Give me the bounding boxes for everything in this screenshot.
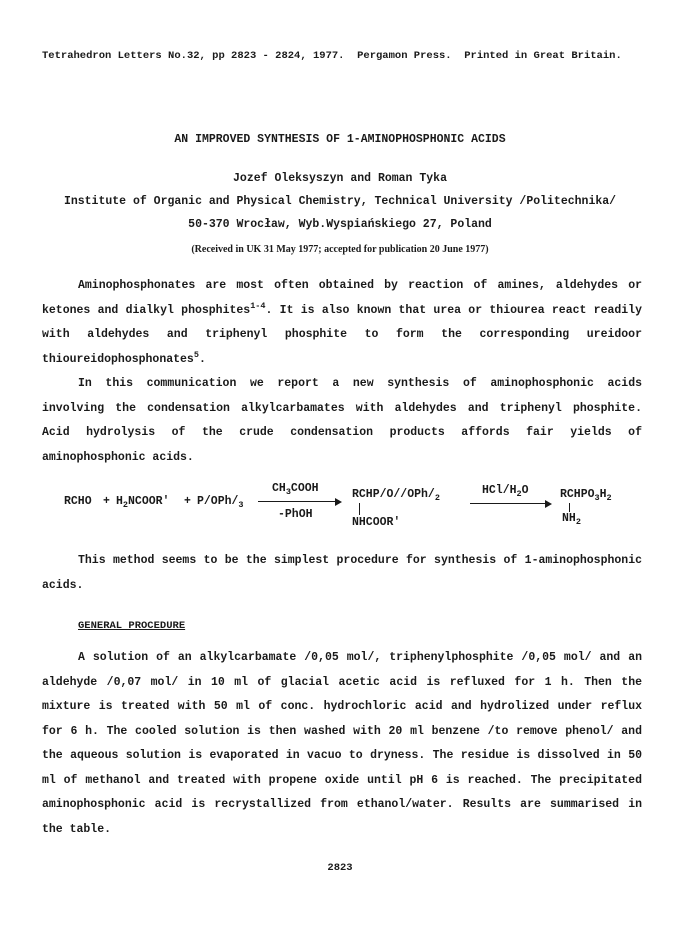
intro-text-b: . It is also known that urea or thiourea react readily with aldehydes and triphenyl phosphite to form the corresponding ureidoor thioureidophosphonates bbox=[42, 303, 642, 366]
citation-issue: 32 bbox=[186, 50, 200, 62]
product: $RCHPO_3H_2$ bbox=[560, 488, 612, 503]
reaction-arrow-2 bbox=[470, 503, 550, 504]
publisher: Pergamon Press. bbox=[357, 50, 452, 62]
method-note bbox=[42, 549, 642, 598]
received-dates: (Received in UK 31 May 1977; accepted for publication 20 June 1977) bbox=[191, 244, 489, 255]
reactant-aldehyde: RCHO bbox=[64, 495, 92, 508]
reference-1-4: 1-4 bbox=[250, 300, 266, 311]
arrow-1-byproduct: -PhOH bbox=[278, 508, 313, 521]
reactant-phosphite: $P/OPh/_3$ bbox=[197, 495, 244, 510]
page-number: 2823 bbox=[327, 862, 353, 874]
method-note-text: This method seems to be the simplest procedure for synthesis of 1-aminophosphonic acids. bbox=[42, 554, 642, 592]
plus-sign-1: + bbox=[103, 495, 110, 508]
plus-sign-2: + bbox=[184, 495, 191, 508]
affiliation-line-1: Institute of Organic and Physical Chemistry, Technical University /Politechnika/ bbox=[63, 195, 617, 208]
procedure-heading: GENERAL PROCEDURE bbox=[78, 620, 186, 632]
reaction-arrow-1 bbox=[258, 501, 340, 502]
product-substituent: $NH_2$ bbox=[562, 512, 581, 527]
affiliation-line-2: 50-370 Wrocław, Wyb.Wyspiańskiego 27, Poland bbox=[188, 218, 492, 231]
intermediate-substituent: NHCOOR' bbox=[352, 516, 401, 529]
intermediate: RCHP/$O//OPh/_2$ bbox=[352, 488, 440, 503]
arrow-1-reagent: $CH_3COOH$ bbox=[272, 482, 319, 497]
arrow-2-reagent: HCl/$H_2O$ bbox=[482, 484, 529, 499]
citation-prefix: Tetrahedron Letters No. bbox=[42, 50, 187, 62]
citation-pages: , pp 2823 - 2824, 1977. bbox=[199, 50, 345, 62]
intro-text-2: In this communication we report a new synthesis of aminophosphonic acids involving the condensation alkylcarbamates with aldehydes and triphenyl phosphite. Acid hydrolysis of the crude condensation products affords fair yields of aminophosphonic acids. bbox=[42, 377, 642, 464]
intro-text-a: Aminophosphonates are most often obtained by reaction of amines, aldehydes or ketones and dialkyl phosphites bbox=[42, 279, 642, 317]
procedure-text: A solution of an alkylcarbamate /0,05 mol/, triphenylphosphite /0,05 mol/ and an aldehyde /0,07 mol/ in 10 ml of glacial acetic acid is refluxed for 1 h. Then the mixture is treated with 50 ml of conc. hydrochloric acid and hydrolized under reflux for 6 h. The cooled solution is then washed with 20 ml benzene /to remove phenol/ and the aqueous solution is evaporated in vacuo to dryness. The residue is dissolved in 50 ml of methanol and treated with propene oxide until pH 6 is reached. The precipitated aminophosphonic acid is recrystallized from ethanol/water. Results are summarised in the table. bbox=[42, 651, 642, 836]
reference-5: 5 bbox=[193, 349, 199, 360]
printed-in: Printed in Great Britain. bbox=[464, 50, 622, 62]
journal-citation bbox=[42, 50, 622, 62]
authors: Jozef Oleksyszyn and Roman Tyka bbox=[233, 172, 447, 185]
product-bond bbox=[569, 503, 570, 512]
intro-text-c: . bbox=[198, 352, 206, 366]
reactant-carbamate: $H_2NCOOR'$ bbox=[116, 495, 170, 510]
intermediate-bond bbox=[359, 503, 360, 515]
intro-paragraph-1 bbox=[42, 274, 642, 372]
intro-paragraph-2 bbox=[42, 372, 642, 470]
procedure-paragraph bbox=[42, 646, 642, 842]
paper-title: AN IMPROVED SYNTHESIS OF 1-AMINOPHOSPHONIC ACIDS bbox=[174, 133, 506, 146]
reaction-scheme bbox=[0, 478, 680, 538]
